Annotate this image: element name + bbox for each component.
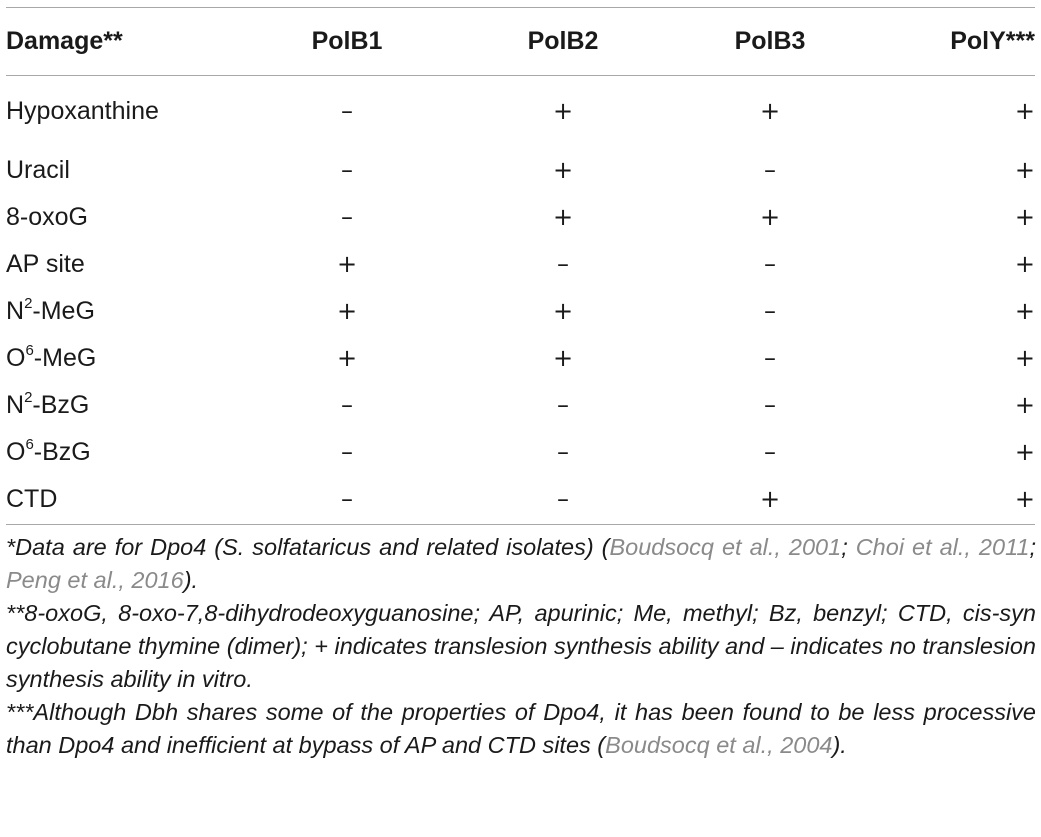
citation-link[interactable]: Choi et al., 2011 — [855, 534, 1030, 560]
table-header-row — [6, 7, 1035, 75]
table-cell: + — [1014, 344, 1035, 372]
header-polb2: PolB2 — [527, 26, 599, 55]
row-label: Uracil — [6, 156, 70, 184]
table-cell: – — [341, 438, 353, 466]
table-footnotes — [6, 531, 1036, 762]
damage-bypass-table — [6, 7, 1035, 523]
table-cell: + — [1014, 438, 1035, 466]
table-cell: – — [341, 391, 353, 419]
table-cell: – — [341, 96, 353, 125]
table-row — [6, 335, 1035, 382]
citation-link[interactable]: Boudsocq et al., 2004 — [605, 732, 833, 758]
table-cell: + — [336, 297, 358, 325]
row-label: 8-oxoG — [6, 203, 88, 231]
table-cell: + — [1014, 297, 1035, 325]
table-cell: + — [336, 250, 358, 278]
table-cell: + — [1014, 391, 1035, 419]
table-cell: + — [759, 203, 781, 231]
table-cell: – — [341, 485, 353, 513]
footnote-abbreviations: **8-oxoG, 8-oxo-7,8-dihydrodeoxyguanosine; AP, apurinic; Me, methyl; Bz, benzyl; CTD, cis-syn cyclobutane thymine (dimer); + indicates translesion synthesis ability and – indicates no translesion synthesis ability in vitro. — [6, 600, 1036, 692]
citation-link[interactable]: Boudsocq et al., 2001 — [609, 534, 842, 560]
header-polb1: PolB1 — [311, 26, 383, 55]
row-label: $O^6$-MeG — [6, 341, 97, 372]
table-cell: + — [552, 96, 574, 125]
row-label: Hypoxanthine — [6, 96, 159, 125]
table-row — [6, 382, 1035, 429]
citation-link[interactable]: Peng et al., 2016 — [6, 567, 184, 593]
header-poly: PolY*** — [950, 26, 1035, 55]
table-cell: – — [557, 250, 569, 278]
table-cell: – — [764, 438, 776, 466]
table-cell: – — [341, 203, 353, 231]
table-cell: + — [552, 344, 574, 372]
table-cell: – — [341, 156, 353, 184]
table-bottom-rule — [6, 524, 1035, 525]
table-cell: + — [552, 297, 574, 325]
table-row — [6, 147, 1035, 194]
table-row — [6, 75, 1035, 147]
table-cell: + — [552, 156, 574, 184]
table-cell: + — [1014, 156, 1035, 184]
table-cell: – — [557, 391, 569, 419]
table-cell: + — [336, 344, 358, 372]
table-cell: – — [764, 391, 776, 419]
footnote-data-source: *Data are for Dpo4 (S. solfataricus and related isolates) (Boudsocq et al., 2001; Choi et al., 2011; Peng et al., 2016). — [6, 534, 1036, 593]
table-row — [6, 476, 1035, 523]
table-cell: – — [557, 438, 569, 466]
table-cell: – — [764, 156, 776, 184]
table-cell: + — [1014, 203, 1035, 231]
table-row — [6, 241, 1035, 288]
row-label: $O^6$-BzG — [6, 435, 91, 466]
table-cell: – — [764, 344, 776, 372]
table-cell: – — [764, 297, 776, 325]
header-damage: Damage** — [6, 26, 123, 55]
header-polb3: PolB3 — [734, 26, 806, 55]
row-label: CTD — [6, 485, 58, 513]
table-row — [6, 194, 1035, 241]
table-cell: + — [1014, 485, 1035, 513]
table-row — [6, 288, 1035, 335]
table-row — [6, 429, 1035, 476]
row-label: AP site — [6, 250, 85, 278]
table-cell: – — [557, 485, 569, 513]
footnote-dbh: ***Although Dbh shares some of the properties of Dpo4, it has been found to be less processive than Dpo4 and inefficient at bypass of AP and CTD sites (Boudsocq et al., 2004). — [6, 699, 1036, 758]
table-cell: – — [764, 250, 776, 278]
row-label: $N^2$-MeG — [6, 294, 95, 325]
table-cell: + — [1014, 250, 1035, 278]
table-cell: + — [552, 203, 574, 231]
row-label: $N^2$-BzG — [6, 388, 90, 419]
table-cell: + — [1014, 96, 1035, 125]
table-cell: + — [759, 96, 781, 125]
table-cell: + — [759, 485, 781, 513]
